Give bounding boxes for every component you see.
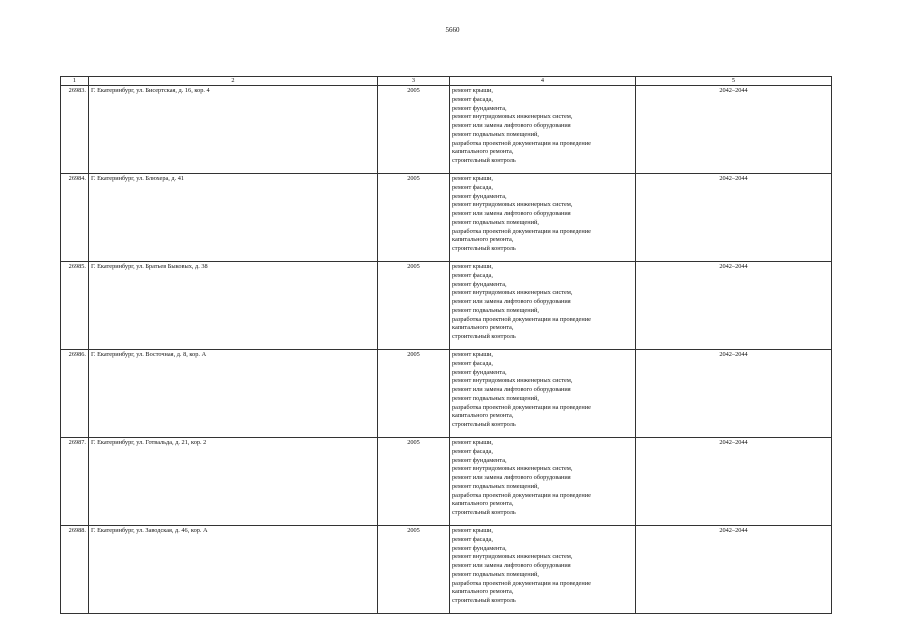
work-item: ремонт фасада, — [452, 271, 493, 279]
work-item: капитального ремонта, — [452, 236, 514, 244]
work-item: разработка проектной документации на проведение — [452, 227, 591, 235]
work-item: ремонт фасада, — [452, 535, 493, 543]
work-item: ремонт или замена лифтового оборудования — [452, 122, 571, 129]
work-item: разработка проектной документации на проведение — [452, 579, 591, 587]
table-row — [61, 350, 832, 438]
work-item: разработка проектной документации на проведение — [452, 491, 591, 499]
row-address: Г. Екатеринбург, ул. Блюхера, д. 41 — [89, 174, 378, 262]
work-item: строительный контроль — [452, 157, 516, 164]
row-address: Г. Екатеринбург, ул. Братьев Быковых, д. 38 — [89, 262, 378, 350]
work-item: ремонт внутридомовых инженерных систем, — [452, 289, 573, 297]
work-item: ремонт или замена лифтового оборудования — [452, 298, 571, 305]
work-item: строительный контроль — [452, 245, 516, 252]
work-item: ремонт фасада, — [452, 95, 493, 103]
row-works-list — [450, 350, 636, 438]
row-works-list — [450, 86, 636, 174]
row-address: Г. Екатеринбург, ул. Восточная, д. 8, кор. А — [89, 350, 378, 438]
work-item: ремонт подвальных помещений, — [452, 130, 539, 138]
page-number: 5660 — [445, 26, 460, 34]
column-header-4: 4 — [450, 77, 636, 86]
table-row — [61, 174, 832, 262]
table-row — [61, 86, 832, 174]
row-number: 26987. — [61, 438, 89, 526]
work-item: ремонт крыши, — [452, 87, 494, 94]
work-item: ремонт подвальных помещений, — [452, 306, 539, 314]
work-item: ремонт крыши, — [452, 527, 494, 534]
row-works-list — [450, 526, 636, 614]
work-item: капитального ремонта, — [452, 588, 514, 596]
table-row — [61, 526, 832, 614]
work-item: ремонт внутридомовых инженерных систем, — [452, 465, 573, 473]
column-header-1: 1 — [61, 77, 89, 86]
work-item: ремонт крыши, — [452, 263, 494, 270]
row-number: 26988. — [61, 526, 89, 614]
work-item: ремонт подвальных помещений, — [452, 218, 539, 226]
work-item: ремонт фундамента, — [452, 104, 507, 112]
table-row — [61, 438, 832, 526]
work-item: разработка проектной документации на проведение — [452, 139, 591, 147]
row-year: 2005 — [378, 526, 450, 614]
work-item: ремонт крыши, — [452, 439, 494, 446]
work-item: капитального ремонта, — [452, 500, 514, 508]
work-item: ремонт внутридомовых инженерных систем, — [452, 201, 573, 209]
work-item: строительный контроль — [452, 333, 516, 340]
row-year: 2005 — [378, 350, 450, 438]
work-item: строительный контроль — [452, 509, 516, 516]
work-item: ремонт внутридомовых инженерных систем, — [452, 113, 573, 121]
row-address: Г. Екатеринбург, ул. Заводская, д. 46, кор. А — [89, 526, 378, 614]
row-number: 26984. — [61, 174, 89, 262]
work-item: ремонт или замена лифтового оборудования — [452, 562, 571, 569]
work-item: ремонт подвальных помещений, — [452, 482, 539, 490]
row-works-list — [450, 174, 636, 262]
column-header-2: 2 — [89, 77, 378, 86]
row-address: Г. Екатеринбург, ул. Готвальда, д. 21, кор. 2 — [89, 438, 378, 526]
work-item: ремонт фундамента, — [452, 280, 507, 288]
work-item: ремонт фасада, — [452, 359, 493, 367]
row-works-list — [450, 438, 636, 526]
work-item: ремонт крыши, — [452, 351, 494, 358]
row-period: 2042–2044 — [636, 262, 832, 350]
work-item: ремонт фундамента, — [452, 456, 507, 464]
work-item: ремонт внутридомовых инженерных систем, — [452, 377, 573, 385]
work-item: ремонт крыши, — [452, 175, 494, 182]
row-number: 26983. — [61, 86, 89, 174]
work-item: ремонт или замена лифтового оборудования — [452, 474, 571, 481]
work-item: ремонт фундамента, — [452, 192, 507, 200]
row-period: 2042–2044 — [636, 526, 832, 614]
row-period: 2042–2044 — [636, 438, 832, 526]
work-item: ремонт или замена лифтового оборудования — [452, 386, 571, 393]
column-header-3: 3 — [378, 77, 450, 86]
row-period: 2042–2044 — [636, 350, 832, 438]
row-works-list — [450, 262, 636, 350]
row-year: 2005 — [378, 262, 450, 350]
work-item: ремонт или замена лифтового оборудования — [452, 210, 571, 217]
work-item: разработка проектной документации на проведение — [452, 315, 591, 323]
table-row — [61, 262, 832, 350]
row-period: 2042–2044 — [636, 86, 832, 174]
work-item: ремонт фундамента, — [452, 368, 507, 376]
work-item: ремонт фундамента, — [452, 544, 507, 552]
work-item: капитального ремонта, — [452, 148, 514, 156]
row-period: 2042–2044 — [636, 174, 832, 262]
work-item: разработка проектной документации на проведение — [452, 403, 591, 411]
work-item: ремонт подвальных помещений, — [452, 394, 539, 402]
work-item: капитального ремонта, — [452, 324, 514, 332]
work-item: ремонт фасада, — [452, 183, 493, 191]
column-header-5: 5 — [636, 77, 832, 86]
work-item: строительный контроль — [452, 597, 516, 604]
repair-schedule-table — [60, 76, 832, 614]
work-item: ремонт внутридомовых инженерных систем, — [452, 553, 573, 561]
row-year: 2005 — [378, 174, 450, 262]
row-year: 2005 — [378, 86, 450, 174]
work-item: строительный контроль — [452, 421, 516, 428]
row-address: Г. Екатеринбург, ул. Бисертская, д. 16, кор. 4 — [89, 86, 378, 174]
table-header-row — [61, 77, 832, 86]
work-item: ремонт фасада, — [452, 447, 493, 455]
row-number: 26985. — [61, 262, 89, 350]
work-item: капитального ремонта, — [452, 412, 514, 420]
row-year: 2005 — [378, 438, 450, 526]
work-item: ремонт подвальных помещений, — [452, 570, 539, 578]
row-number: 26986. — [61, 350, 89, 438]
